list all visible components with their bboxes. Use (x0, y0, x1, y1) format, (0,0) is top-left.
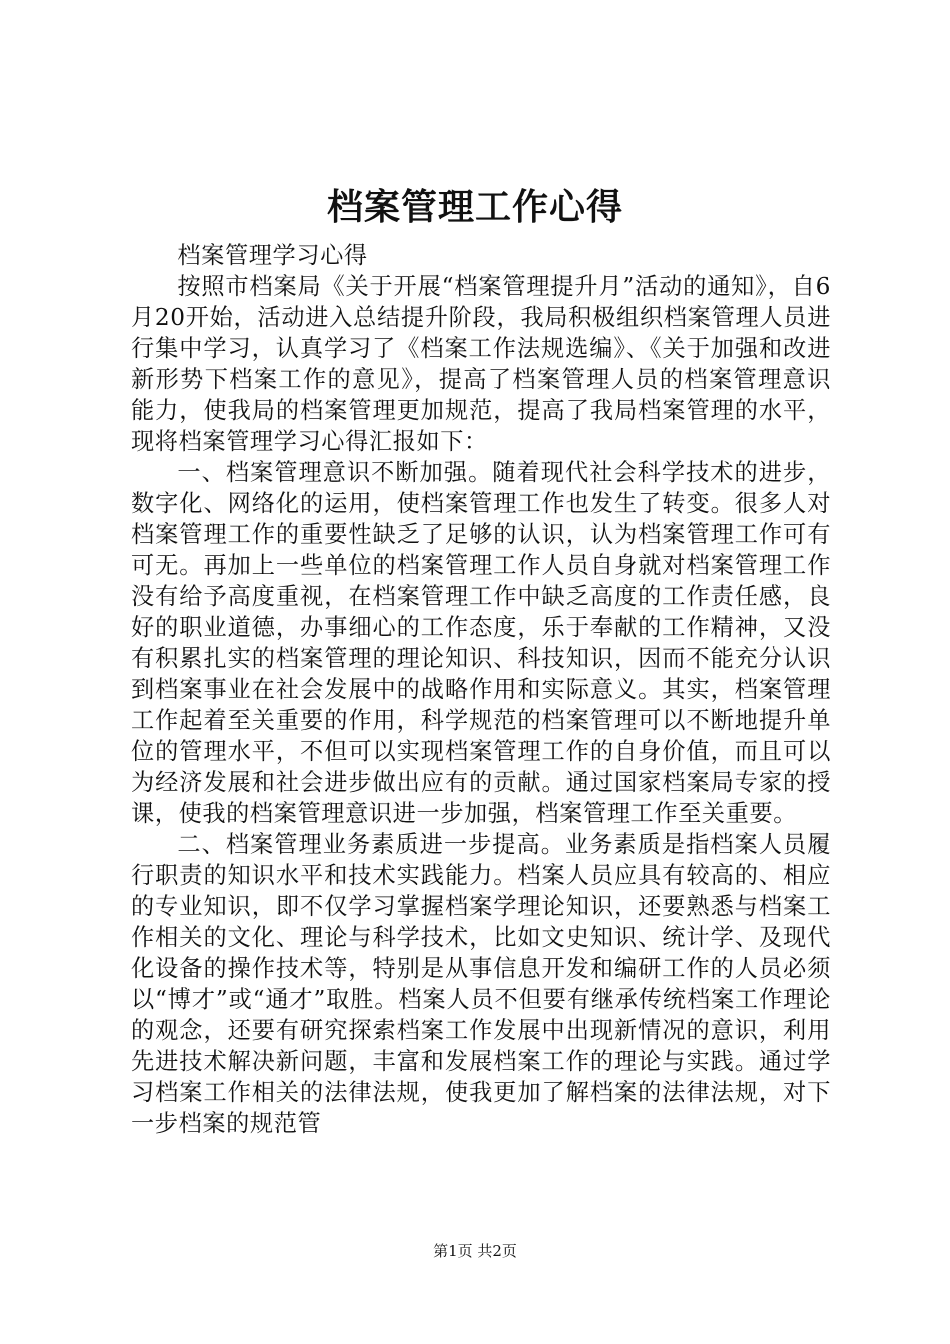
page-footer: 第1页 共2页 (433, 1242, 517, 1260)
paragraph-section-2: 二、档案管理业务素质进一步提高。业务素质是指档案人员履行职责的知识水平和技术实践能力。档案人员应具有较高的、相应的专业知识，即不仅学习掌握档案学理论知识，还要熟悉与档案工作相关的文化、理论与科学技术，比如文史知识、统计学、及现代化设备的操作技术等，特别是从事信息开发和编研工作的人员必须以“博才”或“通才”取胜。档案人员不但要有继承传统档案工作理论的观念，还要有研究探索档案工作发展中出现新情况的意识，利用先进技术解决新问题，丰富和发展档案工作的理论与实践。通过学习档案工作相关的法律法规，使我更加了解档案的法律法规，对下一步档案的规范管 (131, 831, 831, 1137)
paragraph-section-1: 一、档案管理意识不断加强。随着现代社会科学技术的进步，数字化、网络化的运用，使档案管理工作也发生了转变。很多人对档案管理工作的重要性缺乏了足够的认识，认为档案管理工作可有可无。再加上一些单位的档案管理工作人员自身就对档案管理工作没有给予高度重视，在档案管理工作中缺乏高度的工作责任感，良好的职业道德，办事细心的工作态度，乐于奉献的工作精神，又没有积累扎实的档案管理的理论知识、科技知识，因而不能充分认识到档案事业在社会发展中的战略作用和实际意义。其实，档案管理工作起着至关重要的作用，科学规范的档案管理可以不断地提升单位的管理水平，不但可以实现档案管理工作的自身价值，而且可以为经济发展和社会进步做出应有的贡献。通过国家档案局专家的授课，使我的档案管理意识进一步加强，档案管理工作至关重要。 (131, 459, 831, 827)
paragraph-intro: 按照市档案局《关于开展“档案管理提升月”活动的通知》，自6月20开始，活动进入总结提升阶段，我局积极组织档案管理人员进行集中学习，认真学习了《档案工作法规选编》、《关于加强和改进新形势下档案工作的意见》，提高了档案管理人员的档案管理意识能力，使我局的档案管理更加规范，提高了我局档案管理的水平，现将档案管理学习心得汇报如下： (131, 273, 831, 455)
document-body (131, 240, 831, 1139)
document-title: 档案管理工作心得 (326, 186, 623, 228)
document-subtitle: 档案管理学习心得 (177, 242, 368, 269)
